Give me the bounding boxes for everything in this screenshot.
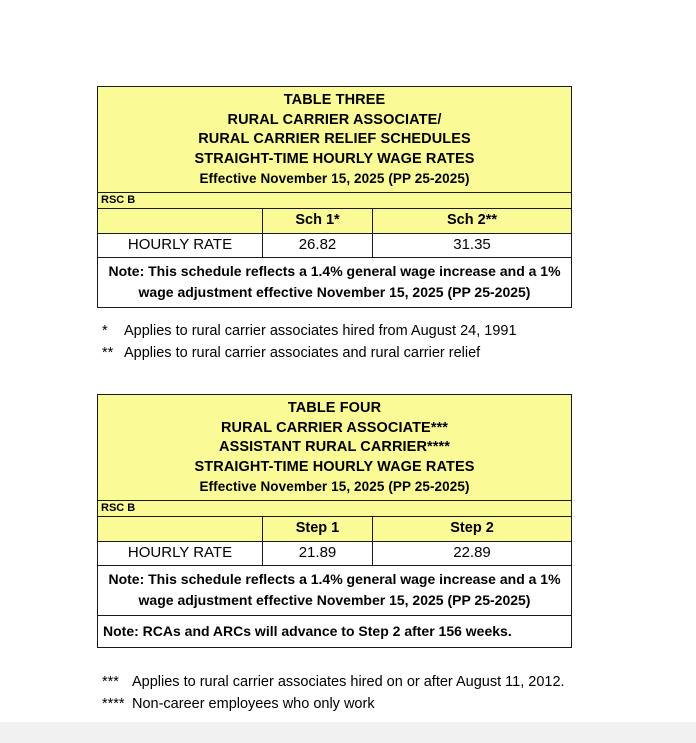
table-three-title-row — [98, 87, 572, 193]
table-four-note-row-2 — [98, 616, 572, 648]
table-row — [98, 542, 572, 566]
table-title-line-2: RURAL CARRIER ASSOCIATE/ — [227, 111, 442, 128]
footnote-text: Applies to rural carrier associates hired on or after August 11, 2012. — [132, 674, 565, 690]
footnote-marker: ** — [102, 345, 114, 361]
row-label-hourly-rate: HOURLY RATE — [98, 542, 263, 566]
column-header-step-1: Step 1 — [263, 517, 373, 542]
footnote-marker: *** — [102, 674, 119, 690]
table-four-block — [97, 394, 571, 648]
table-four-header-row — [98, 517, 572, 542]
table-title-line-4: STRAIGHT-TIME HOURLY WAGE RATES — [194, 458, 475, 475]
table-title-line-1: TABLE THREE — [283, 92, 386, 108]
column-header-sch-1: Sch 1* — [263, 209, 373, 234]
table-four — [97, 394, 572, 648]
page-bottom-band — [0, 722, 696, 743]
hourly-rate-sch-2-value: 31.35 — [373, 234, 572, 258]
footnote-text: Applies to rural carrier associates hired from August 24, 1991 — [124, 323, 517, 339]
table-title-line-3: ASSISTANT RURAL CARRIER**** — [219, 439, 450, 455]
column-header-blank — [98, 517, 263, 542]
table-three-note-row — [98, 258, 572, 308]
table-row — [98, 234, 572, 258]
table-three — [97, 86, 572, 308]
hourly-rate-step-2-value: 22.89 — [373, 542, 572, 566]
column-header-blank — [98, 209, 263, 234]
table-three-title-cell — [98, 87, 572, 193]
hourly-rate-sch-1-value: 26.82 — [263, 234, 373, 258]
table-effective-date: Effective November 15, 2025 (PP 25-2025) — [199, 479, 470, 494]
table-four-title-row — [98, 395, 572, 501]
table-three-footnotes — [102, 320, 622, 364]
column-header-sch-2: Sch 2** — [373, 209, 572, 234]
table-three-note: Note: This schedule reflects a 1.4% general wage increase and a 1% wage adjustment effective November 15, 2025 (PP 25-2025) — [98, 258, 572, 308]
table-three-header-row — [98, 209, 572, 234]
footnote-marker: * — [102, 323, 108, 339]
rsc-label: RSC B — [98, 193, 572, 209]
footnote-double-star — [102, 342, 622, 364]
table-effective-date: Effective November 15, 2025 (PP 25-2025) — [199, 171, 470, 186]
footnote-triple-star — [102, 671, 622, 693]
hourly-rate-step-1-value: 21.89 — [263, 542, 373, 566]
table-title-line-2: RURAL CARRIER ASSOCIATE*** — [220, 419, 449, 436]
table-title-line-3: RURAL CARRIER RELIEF SCHEDULES — [198, 131, 471, 147]
footnote-quad-star — [102, 693, 622, 715]
table-title-line-4: STRAIGHT-TIME HOURLY WAGE RATES — [194, 150, 475, 167]
table-three-rsc-row — [98, 193, 572, 209]
table-four-footnotes — [102, 671, 622, 715]
table-four-rsc-row — [98, 501, 572, 517]
footnote-text: Non-career employees who only work — [132, 696, 375, 712]
table-four-note-row — [98, 566, 572, 616]
table-three-block — [97, 86, 571, 308]
table-title-line-1: TABLE FOUR — [287, 400, 382, 416]
table-four-title-cell — [98, 395, 572, 501]
rsc-label: RSC B — [98, 501, 572, 517]
column-header-step-2: Step 2 — [373, 517, 572, 542]
row-label-hourly-rate: HOURLY RATE — [98, 234, 263, 258]
table-four-note-wage-increase: Note: This schedule reflects a 1.4% general wage increase and a 1% wage adjustment effective November 15, 2025 (PP 25-2025) — [98, 566, 572, 616]
footnote-single-star — [102, 320, 622, 342]
table-four-note-advancement: Note: RCAs and ARCs will advance to Step 2 after 156 weeks. — [98, 616, 572, 648]
footnote-text: Applies to rural carrier associates and rural carrier relief — [124, 345, 481, 361]
footnote-marker: **** — [102, 696, 125, 712]
